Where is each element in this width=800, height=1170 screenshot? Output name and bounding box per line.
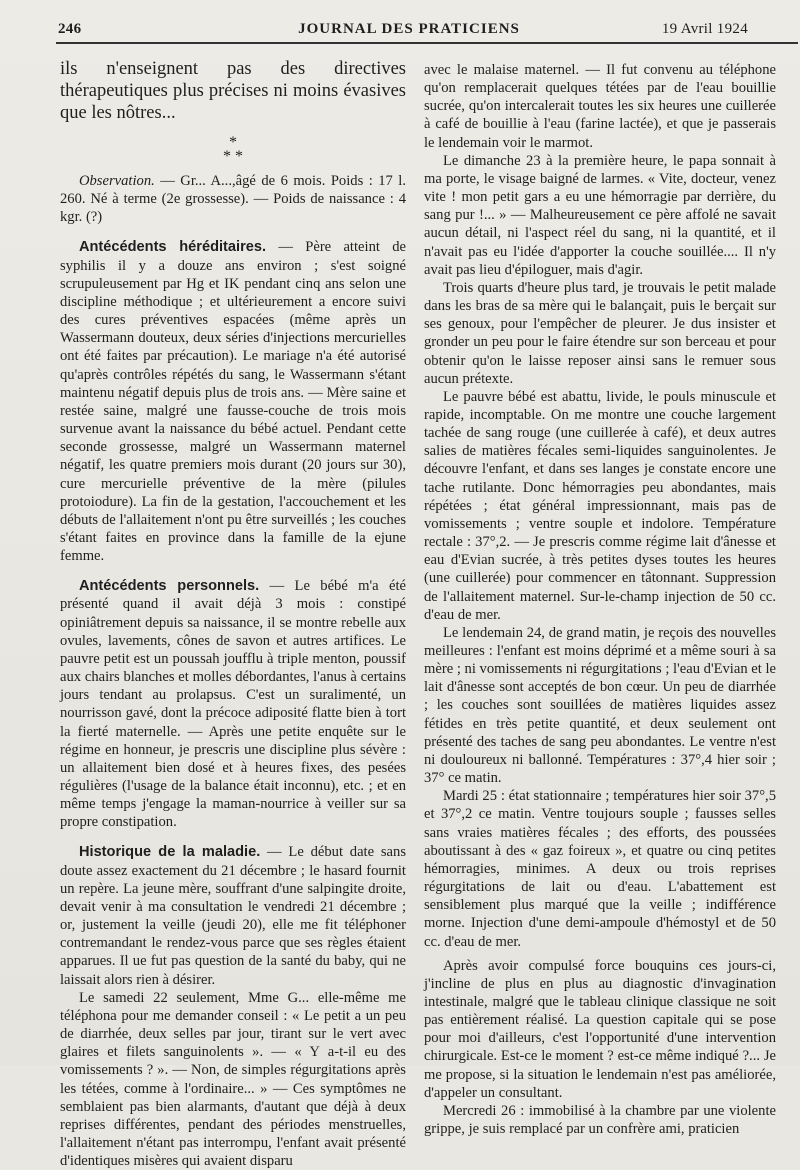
- right-column: [424, 61, 776, 1138]
- hereditary-text: — Père atteint de syphilis il y a douze ans environ ; s'est soigné scrupuleusement par Hg et IK pendant cinq ans selon une discipline méthodique ; et ultérieurement a encore suivi des cures préventives espacées (même après un Wassermann douteux, deux séries d'injections mercurielles ont été faites par précaution). Le mariage n'a été autorisé qu'après contrôles répétés du sang, le Wassermann s'étant maintenu négatif depuis plus de trois ans. — Mère saine et restée saine, malgré une fausse-couche de trois mois survenue avant la naissance du bébé actuel. Pendant cette seconde grossesse, malgré un Wassermann maternel négatif, les quatre premiers mois durant (20 jours sur 30), cure mercurielle préventive de la mère (pilules protoiodure). La fin de la gestation, l'accouchement et les débuts de l'allaitement n'ont pu être surveillés ; les couches s'étant faites en province dans la famille de la ejune femme.: [60, 239, 406, 565]
- personal-paragraph: [60, 577, 406, 831]
- history-paragraph: [60, 843, 406, 988]
- asterism-bottom: * *: [223, 148, 243, 165]
- right-paragraph-1: avec le malaise maternel. — Il fut convenu au téléphone qu'on remplacerait quelques tétées par de l'eau bouillie sucrée, qu'on intercalerait toutes les six heures une cuillerée à café de bouillie à l'eau (farine lactée), et que je passerais le lendemain voir le marmot.: [424, 62, 776, 151]
- section-asterism: [60, 136, 406, 164]
- journal-title: JOURNAL DES PRATICIENS: [298, 21, 520, 37]
- issue-date: 19 Avril 1924: [661, 21, 748, 37]
- hereditary-paragraph: [60, 238, 406, 565]
- personal-text: — Le bébé m'a été présenté quand il avait déjà 3 mois : constipé opiniâtrement depuis sa naissance, il se montre rebelle aux ovules, lavements, cônes de savon et autres artifices. Le pauvre petit est un poussah joufflu à triple menton, poussif aux chairs blanches et molles débordantes, l'anus à certains jours tendant au prolapsus. C'est un suralimenté, un nourrisson gavé, dont la précoce adiposité flatte bien à tort la fierté maternelle. — Après une petite enquête sur le régime en honneur, je prescris une discipline plus sévère : un allaitement bien dosé et à heures fixes, des pesées régulières (l'usage de la balance était inconnu), etc. ; et en même temps j'engage la maman-nourrice à veiller sur sa propre constipation.: [60, 578, 406, 831]
- right-paragraph-8: Mercredi 26 : immobilisé à la chambre par une violente grippe, je suis remplacé par un confrère ami, praticien: [424, 1102, 776, 1138]
- history-text: — Le début date sans doute assez exactement du 21 décembre ; le hasard fournit un repère. La jeune mère, souffrant d'une salpingite droite, devait venir à ma consultation le vendredi 21 décembre ; or, justement la veille (jeudi 20), elle me fit téléphoner contremandant le rendez-vous parce que ses règles étaient apparues. Il ue fut pas question de la santé du baby, qui ne laissait alors rien à désirer.: [60, 844, 406, 988]
- samedi-paragraph: Le samedi 22 seulement, Mme G... elle-même me téléphona pour me demander conseil : « Le petit a un peu de diarrhée, deux selles par jour, tirant sur le vert avec glaires et filets sanguinolents ». — « Y a-t-il eu des vomissements ? ». — Non, de simples régurgitations après les tétées, comme à l'ordinaire... » — Ces symptômes ne semblaient pas bien alarmants, d'autant que déjà à deux reprises différentes, pendant des périodes menstruelles, l'allaitement n'étant pas interrompu, l'enfant avait présenté d'identiques misères qui avaient disparu: [60, 989, 406, 1170]
- right-paragraph-2: Le dimanche 23 à la première heure, le papa sonnait à ma porte, le visage baigné de larmes. « Vite, docteur, venez vite ! mon petit gars a eu une hémorragie par derrière, du sang pur !... » — Malheureusement ce père affolé ne savait aucun détail, ni l'aspect réel du sang, ni la quantité, et il n'avait pas eu l'idée d'apporter la couche souillée.... Il n'y avait pas lieu d'épiloguer, mais d'agir.: [424, 152, 776, 278]
- observation-label: Observation.: [78, 173, 155, 189]
- asterism-top: *: [229, 134, 237, 151]
- page-number: 246: [58, 21, 82, 37]
- hereditary-heading: Antécédents héréditaires.: [78, 239, 267, 256]
- history-heading: Historique de la maladie.: [78, 844, 261, 861]
- right-paragraph-5: Le lendemain 24, de grand matin, je reçois des nouvelles meilleures : l'enfant est moins déprimé et a même souri à sa mère ; ni vomissements ni régurgitations ; l'eau d'Evian et le lait d'ânesse sont acceptés de bon cœur. Un peu de diarrhée ; les couches sont souillées de matières liquides assez fétides en très petite quantité, et deux seulement ont présenté des taches de sang peu abondantes. Le ventre n'est ni douloureux ni ballonné. Températures : 37°,4 hier soir ; 37° ce matin.: [424, 624, 776, 787]
- observation-paragraph: [60, 172, 406, 226]
- running-head: [46, 18, 772, 40]
- lead-paragraph: ils n'enseignent pas des directives thérapeutiques plus précises ni moins évasives que les nôtres...: [60, 59, 406, 123]
- left-column: [60, 58, 406, 1170]
- header-rule: [56, 42, 798, 44]
- right-paragraph-3: Trois quarts d'heure plus tard, je trouvais le petit malade dans les bras de sa mère qui le balançait, puis le berçait sur ses genoux, pour l'empêcher de pleurer. Je dus insister et gronder un peu pour le faire étendre sur son berceau et pour obtenir qu'on le laisse reposer ainsi sans le remuer sous aucun prétexte.: [424, 279, 776, 387]
- right-paragraph-7: Après avoir compulsé force bouquins ces jours-ci, j'incline de plus en plus au diagnostic d'invagination intestinale, malgré que le tableau clinique classique ne soit pas entièrement réalisé. La question capitale qui se pose pour moi d'ailleurs, c'est l'opportunité d'une intervention chirurgicale. Est-ce le moment ? est-ce même indiqué ?... Je me propose, si la situation le lendemain n'est pas améliorée, d'appeler un consultant.: [424, 957, 776, 1101]
- right-paragraph-6: Mardi 25 : état stationnaire ; températures hier soir 37°,5 et 37°,2 ce matin. Ventre toujours souple ; fausses selles sans vraies matières fécales ; des efforts, des poussées aboutissant à des « gaz foireux », et quatre ou cinq petites hémorragies, minimes. A deux ou trois reprises régurgitations de lait ou d'eau. L'abattement est sensiblement plus marqué que la veille ; indifférence morne. Injection d'une demi-ampoule d'hémostyl et de 50 cc. d'eau de mer.: [424, 788, 776, 950]
- observation-text: — Gr... A...,âgé de 6 mois. Poids : 17 l. 260. Né à terme (2e grossesse). — Poids de naissance : 4 kgr. (?): [60, 173, 406, 226]
- right-paragraph-4: Le pauvre bébé est abattu, livide, le pouls minuscule et rapide, incomptable. On me montre une couche largement tachée de sang rouge (une cuillerée à café), et deux autres salies de matières fécales semi-liquides sanguinolentes. Je découvre l'enfant, et dans ses langes je constate encore une tache rutilante. Donc hémorragies peu abondantes, mais répétées ; état général impressionnant, mais pas de vomissements ; ventre souple et indolore. Température rectale : 37°,2. — Je prescris comme régime lait d'ânesse et eau d'Evian sucrée, à très petites dyses toutes les heures (une cuillerée) pour commencer en tâtonnant. Suppression de l'allaitement maternel. Sur-le-champ injection de 50 cc. d'eau de mer.: [424, 388, 776, 623]
- personal-heading: Antécédents personnels.: [78, 578, 260, 595]
